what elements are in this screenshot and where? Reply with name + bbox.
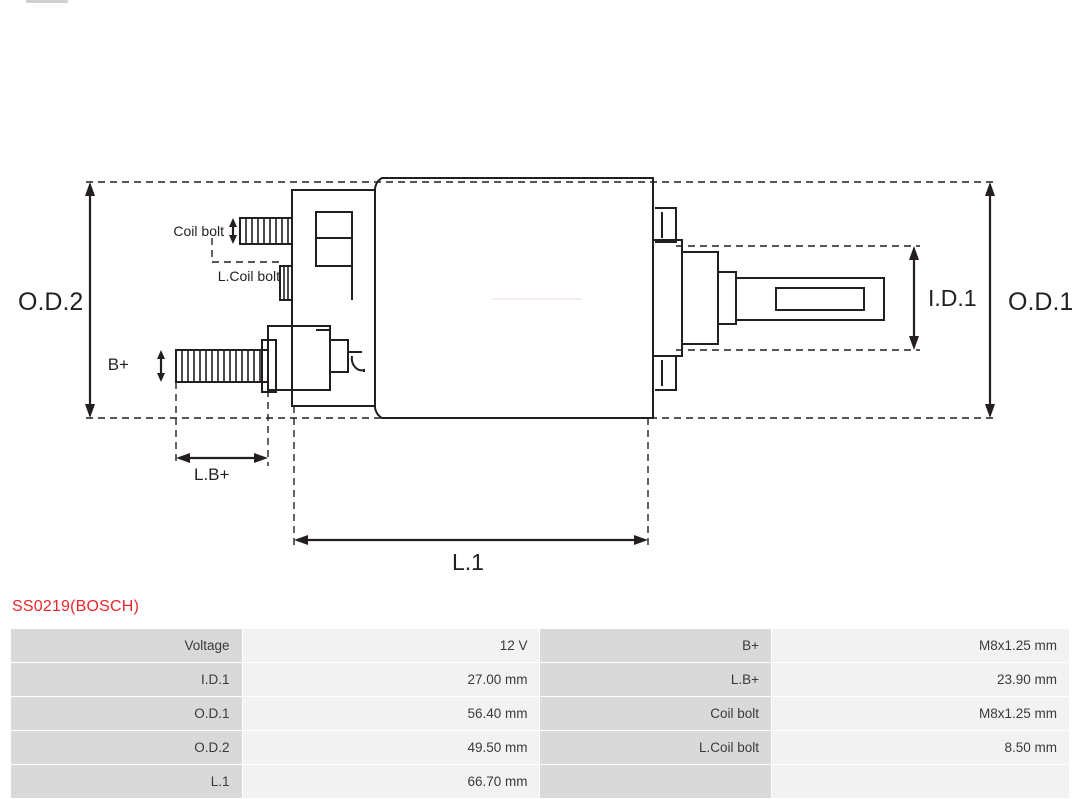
- table-row: [11, 765, 1070, 799]
- spec-label: O.D.1: [11, 697, 243, 731]
- spec-value: 8.50 mm: [772, 731, 1070, 765]
- label-od1: O.D.1: [1008, 288, 1074, 316]
- label-id1: I.D.1: [928, 285, 977, 311]
- label-l-coil-bolt: L.Coil bolt: [217, 268, 280, 284]
- spec-value: M8x1.25 mm: [772, 697, 1070, 731]
- table-row: [11, 663, 1070, 697]
- spec-label: L.B+: [540, 663, 772, 697]
- spec-empty-cell: [772, 765, 1070, 799]
- label-lb-plus: L.B+: [194, 465, 230, 484]
- spec-value: 49.50 mm: [242, 731, 540, 765]
- spec-empty-cell: [540, 765, 772, 799]
- spec-label: B+: [540, 629, 772, 663]
- spec-label: L.Coil bolt: [540, 731, 772, 765]
- spec-value: 56.40 mm: [242, 697, 540, 731]
- label-l1: L.1: [452, 549, 484, 575]
- spec-label: Voltage: [11, 629, 243, 663]
- table-row: [11, 697, 1070, 731]
- label-b-plus: B+: [107, 355, 129, 374]
- table-row: [11, 629, 1070, 663]
- spec-value: 12 V: [242, 629, 540, 663]
- label-od2: O.D.2: [18, 288, 84, 316]
- part-code-title: SS0219(BOSCH): [12, 598, 140, 615]
- spec-value: 66.70 mm: [242, 765, 540, 799]
- spec-value: 23.90 mm: [772, 663, 1070, 697]
- spec-value: M8x1.25 mm: [772, 629, 1070, 663]
- spec-label: L.1: [11, 765, 243, 799]
- specifications-table: [10, 628, 1070, 799]
- label-coil-bolt: Coil bolt: [173, 223, 224, 239]
- spec-label: O.D.2: [11, 731, 243, 765]
- spec-value: 27.00 mm: [242, 663, 540, 697]
- spec-label: Coil bolt: [540, 697, 772, 731]
- table-row: [11, 731, 1070, 765]
- spec-label: I.D.1: [11, 663, 243, 697]
